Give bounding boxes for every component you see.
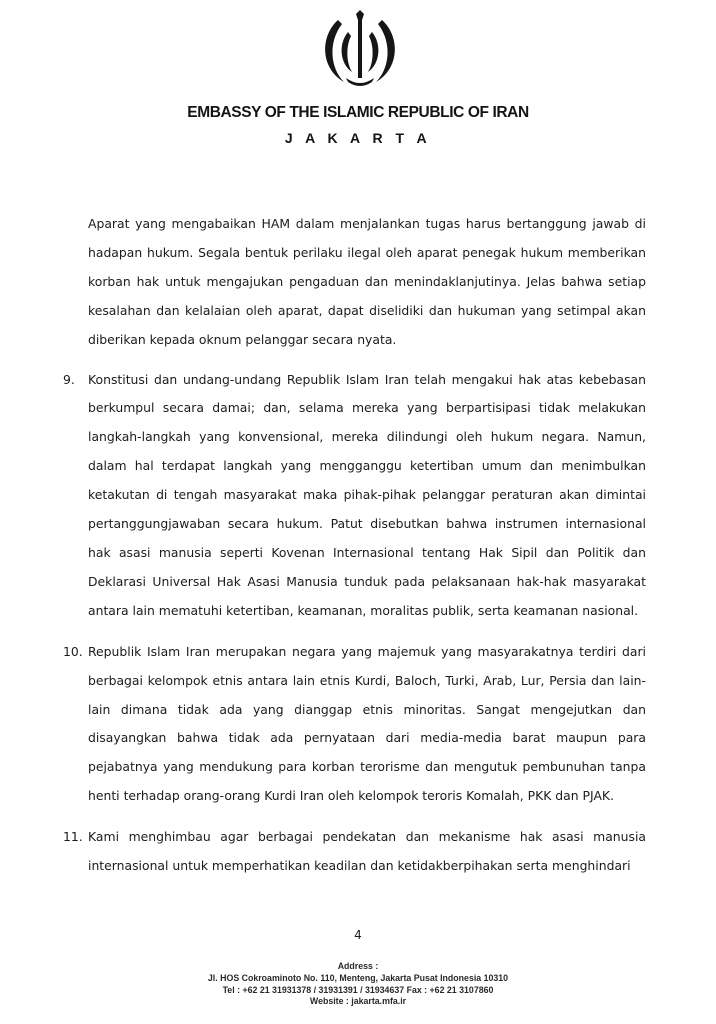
- list-item-number: 9.: [63, 371, 75, 387]
- list-item-number: 11.: [63, 829, 83, 845]
- footer-website: Website : jakarta.mfa.ir: [309, 996, 407, 1007]
- list-item-number: 10.: [63, 643, 83, 659]
- footer-label: Address :: [337, 961, 379, 971]
- intro-paragraph: Aparat yang mengabaikan HAM dalam menjalankan tugas harus bertanggung jawab di hadapan hukum. Segala bentuk perilaku ilegal oleh aparat penegak hukum memberikan korban hak untuk mengajukan pengaduan dan menindaklanjutinya. Jelas bahwa setiap kesalahan dan kelalaian oleh aparat, dapat diselidiki dan hukuman yang setimpal akan diberikan kepada oknum pelanggar secara nyata.: [88, 216, 646, 347]
- iran-emblem-icon: [316, 10, 404, 90]
- footer-address: Jl. HOS Cokroaminoto No. 110, Menteng, Jakarta Pusat Indonesia 10310: [207, 972, 509, 983]
- list-item: [63, 638, 646, 811]
- footer-phone: Tel : +62 21 31931378 / 31931391 / 31934637 Fax : +62 21 3107860: [222, 984, 494, 995]
- page-number: 4: [354, 928, 362, 942]
- footer-address-block: [0, 961, 716, 1008]
- list-item: [63, 823, 646, 881]
- list-item-text: Kami menghimbau agar berbagai pendekatan dan mekanisme hak asasi manusia internasional untuk memperhatikan keadilan dan ketidakberpihakan serta menghindari: [88, 829, 646, 874]
- embassy-city: J A K A R T A: [284, 130, 432, 146]
- list-item-text: Konstitusi dan undang-undang Republik Islam Iran telah mengakui hak atas kebebasan berkumpul secara damai; dan, selama mereka yang berpartisipasi tidak melakukan langkah-langkah yang konvensional, mereka dilindungi oleh hukum negara. Namun, dalam hal terdapat langkah yang mengganggu ketertiban umum dan menimbulkan ketakutan di tengah masyarakat maka pihak-pihak pelanggar peraturan akan dimintai pertanggungjawaban secara hukum. Patut disebutkan bahwa instrumen internasional hak asasi manusia seperti Kovenan Internasional tentang Hak Sipil dan Politik dan Deklarasi Universal Hak Asasi Manusia tunduk pada pelaksanaan hak-hak masyarakat antara lain mematuhi ketertiban, keamanan, moralitas publik, serta keamanan nasional.: [88, 371, 646, 618]
- list-item: [63, 366, 646, 626]
- embassy-title: EMBASSY OF THE ISLAMIC REPUBLIC OF IRAN: [187, 104, 529, 121]
- list-item-text: Republik Islam Iran merupakan negara yang majemuk yang masyarakatnya terdiri dari berbagai kelompok etnis antara lain etnis Kurdi, Baloch, Turki, Arab, Lur, Persia dan lain-lain dimana tidak ada yang dianggap etnis minoritas. Sangat mengejutkan dan disayangkan bahwa tidak ada pernyataan dari media-media barat maupun para pejabatnya yang mendukung para korban terorisme dan mengutuk pembunuhan tanpa henti terhadap orang-orang Kurdi Iran oleh kelompok teroris Komalah, PKK dan PJAK.: [88, 643, 646, 804]
- letter-body: [63, 210, 646, 893]
